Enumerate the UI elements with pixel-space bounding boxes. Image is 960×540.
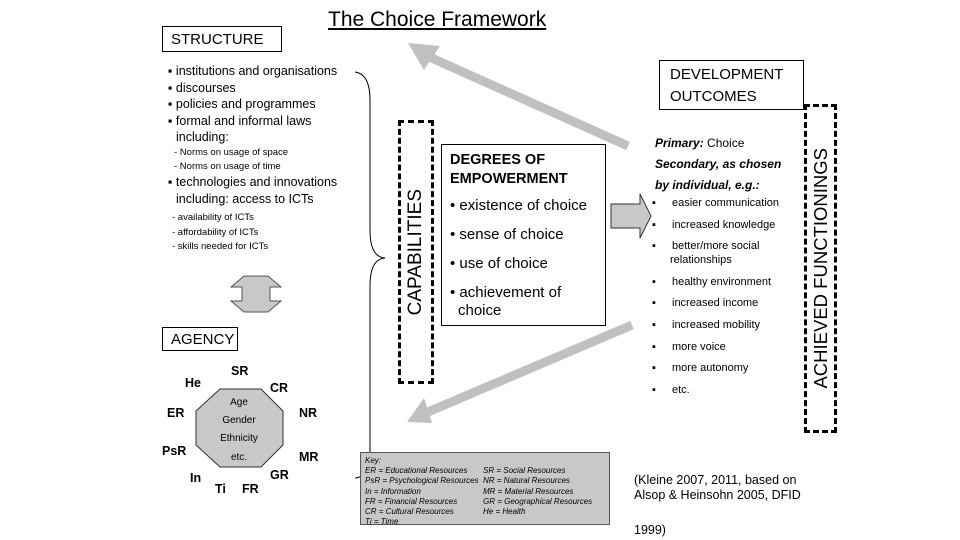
resource-he: He xyxy=(185,376,201,390)
ict-item: - availability of ICTs xyxy=(172,212,254,223)
resource-er: ER xyxy=(167,406,185,420)
empowerment-item: • sense of choice xyxy=(450,226,564,243)
empowerment-title: DEGREES OF EMPOWERMENT xyxy=(450,152,568,187)
agency-label: AGENCY xyxy=(162,327,238,351)
secondary-outcome-line2: by individual, e.g.: xyxy=(655,178,760,192)
structure-item: ▪ discourses xyxy=(168,80,236,95)
octagon-label-etc: etc. xyxy=(230,452,248,463)
key-row: PsR = Psychological Resources NR = Natural Resources xyxy=(365,476,570,486)
empowerment-item: • achievement of xyxy=(450,284,562,301)
resource-psr: PsR xyxy=(162,444,187,458)
key-row: FR = Financial Resources GR = Geographical Resources xyxy=(365,496,593,506)
norm-item: - Norms on usage of space xyxy=(174,146,289,158)
ict-list xyxy=(172,211,268,255)
outcome-item: ▪ healthy environment xyxy=(652,275,772,288)
outcome-item: ▪ increased knowledge xyxy=(652,218,776,231)
outcome-item: ▪ more voice xyxy=(652,340,726,353)
resource-sr: SR xyxy=(231,364,249,378)
octagon-label-gender: Gender xyxy=(222,415,256,426)
ict-item: - skills needed for ICTs xyxy=(172,241,269,252)
structure-item-tech: ▪ technologies and innovations xyxy=(168,174,338,189)
outcome-item: ▪ more autonomy xyxy=(652,362,749,375)
resource-ti: Ti xyxy=(215,482,226,496)
outcome-item: ▪ increased income xyxy=(652,297,759,310)
resource-nr: NR xyxy=(299,406,318,420)
ict-item: - affordability of ICTs xyxy=(172,226,259,238)
outcome-item-cont: relationships xyxy=(670,254,732,267)
empowerment-box xyxy=(441,144,606,326)
empowerment-item: • use of choice xyxy=(450,255,548,272)
outcome-item: ▪ increased mobility xyxy=(652,318,761,331)
achieved-functionings-label: ACHIEVED FUNCTIONINGS xyxy=(809,148,831,389)
feedback-arrow-up-icon xyxy=(408,43,628,146)
empowerment-item-cont: choice xyxy=(458,302,502,319)
outcome-item: ▪ easier communication xyxy=(652,197,779,209)
secondary-outcome-line1: Secondary, as chosen xyxy=(655,157,782,171)
resource-in: In xyxy=(190,471,202,485)
structure-item: ▪ institutions and organisations xyxy=(168,64,338,78)
key-title: Key: xyxy=(365,456,382,465)
structure-item: ▪ formal and informal laws xyxy=(168,113,312,128)
structure-item: ▪ policies and programmes xyxy=(168,97,316,112)
structure-including: including: xyxy=(176,130,229,145)
development-outcomes-box: DEVELOPMENT OUTCOMES xyxy=(659,60,804,110)
norm-item: - Norms on usage of time xyxy=(174,160,281,172)
resource-cr: CR xyxy=(270,381,289,395)
key-row: ER = Educational Resources SR = Social Resources xyxy=(365,466,566,476)
structure-tech-including: including: access to ICTs xyxy=(176,191,314,206)
key-row: CR = Cultural Resources He = Health xyxy=(365,507,526,517)
right-arrow-icon xyxy=(611,194,651,238)
resource-mr: MR xyxy=(299,450,319,464)
key-legend xyxy=(360,452,610,525)
outcome-item: ▪ etc. xyxy=(652,383,690,396)
double-arrow-icon xyxy=(231,276,281,312)
citation: (Kleine 2007, 2011, based on Alsop & Heinsohn 2005, DFID 1999) xyxy=(634,473,801,537)
key-row: In = Information MR = Material Resources xyxy=(365,486,574,496)
structure-label: STRUCTURE xyxy=(162,26,282,52)
empowerment-item: • existence of choice xyxy=(450,197,587,214)
resource-fr: FR xyxy=(242,482,259,496)
page-title: The Choice Framework xyxy=(328,8,547,31)
outcome-item: ▪ better/more social xyxy=(652,240,760,253)
resource-gr: GR xyxy=(270,468,289,482)
octagon-label-ethnicity: Ethnicity xyxy=(220,433,258,444)
outcomes-list xyxy=(652,197,802,405)
key-row: Ti = Time xyxy=(365,517,399,527)
octagon-label-age: Age xyxy=(230,397,248,408)
primary-outcome: Primary: Choice xyxy=(655,136,745,150)
feedback-arrow-down-icon xyxy=(407,325,632,423)
structure-list xyxy=(168,63,368,207)
capabilities-label: CAPABILITIES xyxy=(405,188,426,316)
